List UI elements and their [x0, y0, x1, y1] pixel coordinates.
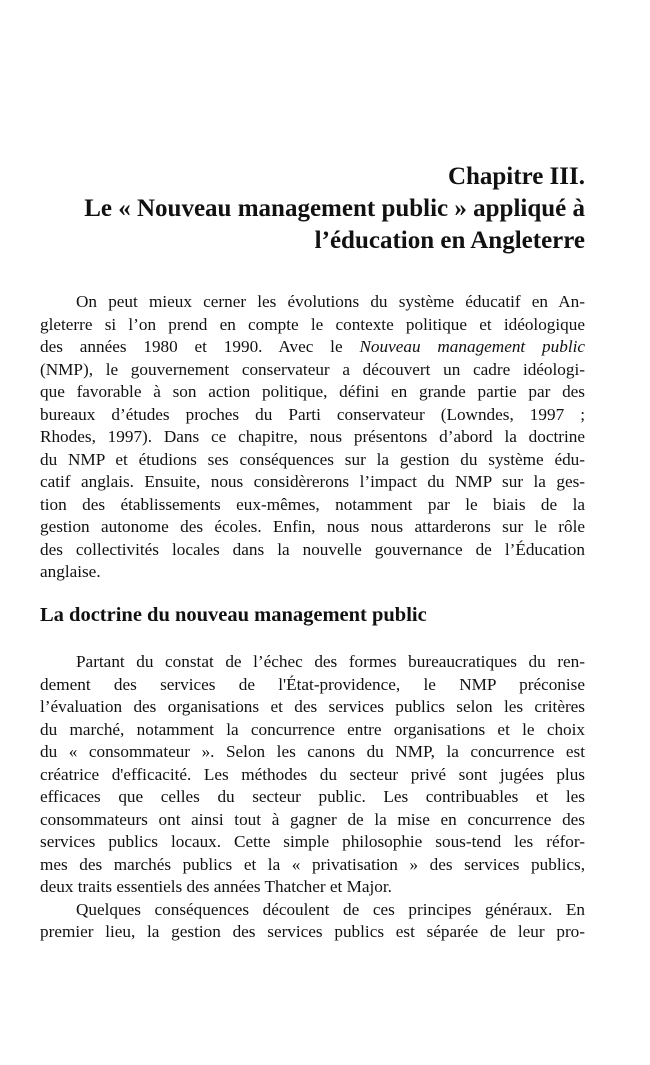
text-fragment: des années 1980 et 1990. Avec le — [40, 337, 343, 356]
italic-term: Nouveau management public — [359, 337, 585, 356]
text-line: efficaces que celles du secteur public. Les contribuables et les — [40, 787, 585, 806]
text-line: mes des marchés publics et la « privatisation » des services publics, — [40, 854, 585, 874]
text-line: catif anglais. Ensuite, nous considèrerons l’impact du NMP sur la ges- — [40, 472, 585, 491]
section-heading: La doctrine du nouveau management public — [40, 604, 427, 626]
text-line: tion des établissements eux-mêmes, notamment par le biais de la — [40, 494, 585, 514]
chapter-number: Chapitre III. — [447, 163, 585, 190]
text-line: du « consommateur ». Selon les canons du NMP, la concurrence est — [40, 742, 585, 761]
text-line: Partant du constat de l’échec des formes bureaucratiques du ren- — [76, 652, 585, 671]
text-line: du NMP et étudions ses conséquences sur la gestion du système édu- — [40, 449, 585, 469]
text-line: bureaux d’études proches du Parti conservateur (Lowndes, 1997 ; — [40, 404, 585, 424]
text-line: deux traits essentiels des années Thatcher et Major. — [40, 877, 392, 896]
text-line: des collectivités locales dans la nouvelle gouvernance de l’Éducation — [40, 539, 585, 559]
text-line: Rhodes, 1997). Dans ce chapitre, nous présentons d’abord la doctrine — [40, 427, 585, 446]
text-line: l’évaluation des organisations et des services publics selon les critères — [40, 697, 585, 716]
text-line — [40, 336, 585, 359]
text-line: dement des services de l'État-providence, le NMP préconise — [40, 674, 585, 694]
text-line: premier lieu, la gestion des services publics est séparée de leur pro- — [40, 922, 585, 941]
chapter-heading — [25, 161, 585, 257]
text-line: On peut mieux cerner les évolutions du système éducatif en An- — [76, 292, 585, 311]
text-line: consommateurs ont ainsi tout à gagner de la mise en concurrence des — [40, 809, 585, 829]
text-line: gestion autonome des écoles. Enfin, nous nous attarderons sur le rôle — [40, 517, 585, 536]
chapter-title-line-2: l’éducation en Angleterre — [314, 227, 585, 254]
text-line: anglaise. — [40, 562, 101, 581]
text-line: (NMP), le gouvernement conservateur a découvert un cadre idéologi- — [40, 359, 585, 379]
chapter-title-line-1: Le « Nouveau management public » appliqué à — [84, 195, 585, 222]
text-line: gleterre si l’on prend en compte le contexte politique et idéologique — [40, 314, 585, 334]
text-line: du marché, notamment la concurrence entre organisations et le choix — [40, 719, 585, 739]
section-body — [40, 651, 585, 944]
intro-paragraph — [40, 291, 585, 584]
text-line: Quelques conséquences découlent de ces principes généraux. En — [76, 899, 585, 919]
text-line: que favorable à son action politique, défini en grande partie par des — [40, 382, 585, 401]
text-line: créatrice d'efficacité. Les méthodes du secteur privé sont jugées plus — [40, 764, 585, 784]
text-line: services publics locaux. Cette simple philosophie sous-tend les réfor- — [40, 832, 585, 851]
